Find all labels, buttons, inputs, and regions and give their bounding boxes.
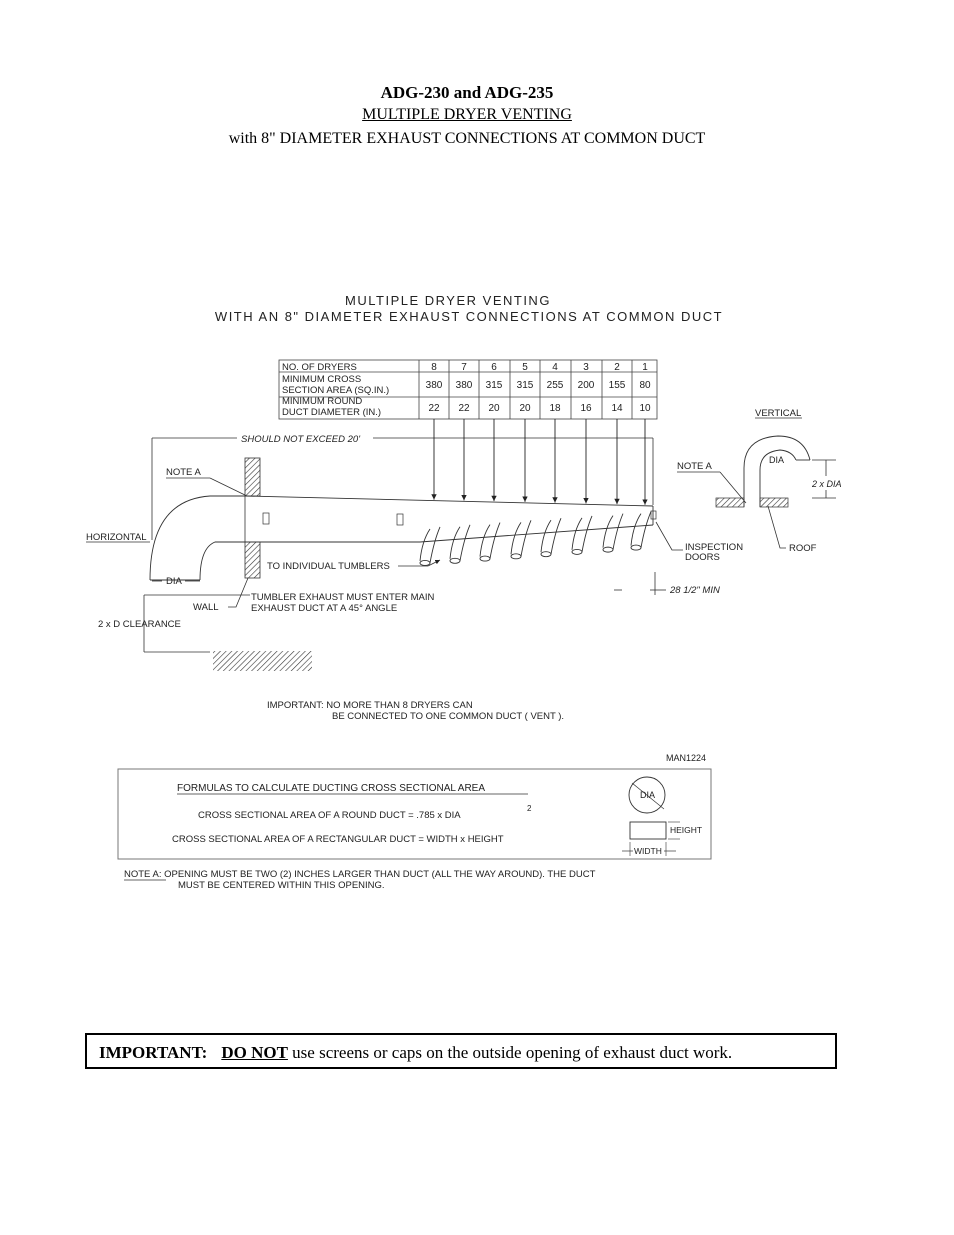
table-cell-dryers: 2	[614, 362, 620, 373]
diagram-title-1: MULTIPLE DRYER VENTING	[345, 293, 551, 308]
clearance-label: 2 x D CLEARANCE	[98, 619, 181, 630]
tumbler-branch	[420, 527, 440, 563]
formula-rectangular: CROSS SECTIONAL AREA OF A RECTANGULAR DUCT = WIDTH x HEIGHT	[172, 834, 504, 845]
table-cell-area: 315	[516, 380, 534, 391]
table-cell-dryers: 8	[431, 362, 437, 373]
row-label-dia-2: DUCT DIAMETER (IN.)	[282, 407, 382, 418]
note-a-right: NOTE A	[677, 461, 712, 472]
row-label-dia-1: MINIMUM ROUND	[282, 396, 363, 407]
note-a-left: NOTE A	[166, 467, 201, 478]
tumbler-branch	[480, 523, 500, 559]
formulas-title: FORMULAS TO CALCULATE DUCTING CROSS SECTIONAL AREA	[177, 783, 486, 794]
two-dia-label: 2 x DIA	[812, 479, 842, 489]
inspection-label-2: DOORS	[685, 552, 720, 563]
vertical-stack	[744, 436, 810, 507]
important-text: use screens or caps on the outside opening of exhaust duct work.	[287, 1043, 733, 1062]
diagram-title-2: WITH AN 8" DIAMETER EXHAUST CONNECTIONS AT COMMON DUCT	[214, 309, 724, 324]
subtitle: MULTIPLE DRYER VENTING	[362, 106, 572, 123]
tumbler-branch-end	[631, 545, 641, 550]
tumbler-branch-end	[420, 560, 430, 565]
tumbler-branch	[572, 516, 592, 552]
table-cell-dryers: 3	[583, 362, 589, 373]
table-cell-diameter: 16	[580, 403, 592, 414]
tumbler-branch	[631, 512, 651, 548]
spacing-label: 28 1/2" MIN	[670, 585, 720, 596]
table-cell-diameter: 20	[488, 403, 500, 414]
tumbler-branch-end	[572, 549, 582, 554]
tumbler-branch-end	[541, 552, 551, 557]
model-title: ADG-230 and ADG-235	[380, 83, 554, 102]
tumbler-exhaust-1: TUMBLER EXHAUST MUST ENTER MAIN	[251, 592, 435, 603]
ground-hatch	[213, 651, 312, 671]
wall-upper	[245, 458, 260, 496]
tumbler-branch	[603, 514, 623, 550]
important-note-1: IMPORTANT: NO MORE THAN 8 DRYERS CAN	[267, 700, 473, 711]
table-cell-dryers: 4	[552, 362, 558, 373]
row-label-dryers: NO. OF DRYERS	[282, 362, 357, 373]
tumbler-exhaust-2: EXHAUST DUCT AT A 45° ANGLE	[251, 603, 398, 614]
note-a-text-2: MUST BE CENTERED WITHIN THIS OPENING.	[178, 880, 385, 891]
rect-width-label: WIDTH	[634, 846, 662, 856]
table-cell-diameter: 18	[549, 403, 561, 414]
table-cell-diameter: 22	[428, 403, 440, 414]
table-cell-diameter: 22	[458, 403, 470, 414]
wall-label: WALL	[193, 602, 219, 613]
table-cell-dryers: 5	[522, 362, 528, 373]
main-duct	[150, 496, 653, 580]
rect-height-label: HEIGHT	[670, 825, 703, 835]
inspection-label-1: INSPECTION	[685, 542, 744, 553]
table-cell-area: 200	[577, 380, 595, 391]
tumbler-branch-end	[480, 556, 490, 561]
important-note-2: BE CONNECTED TO ONE COMMON DUCT ( VENT ).	[332, 711, 565, 722]
table-cell-diameter: 10	[639, 403, 651, 414]
roof-label: ROOF	[789, 543, 817, 554]
round-duct-dia: DIA	[640, 790, 656, 800]
table-cell-area: 80	[639, 380, 651, 391]
tumbler-branch	[511, 520, 531, 556]
dia-left-label: DIA	[166, 576, 182, 587]
subtitle-line: with 8" DIAMETER EXHAUST CONNECTIONS AT COMMON DUCT	[228, 130, 706, 147]
table-cell-area: 380	[425, 380, 443, 391]
formula-superscript: 2	[527, 804, 532, 813]
formula-round: CROSS SECTIONAL AREA OF A ROUND DUCT = .785 x DIA	[198, 810, 461, 821]
row-label-area-2: SECTION AREA (SQ.IN.)	[282, 385, 390, 396]
table-cell-dryers: 7	[461, 362, 467, 373]
tumbler-branch-end	[450, 558, 460, 563]
tumbler-branch	[541, 518, 561, 554]
important-label: IMPORTANT:	[99, 1043, 208, 1062]
table-cell-area: 380	[455, 380, 473, 391]
dia-right-label: DIA	[769, 455, 785, 465]
drawing-number: MAN1224	[666, 753, 707, 763]
table-cell-dryers: 1	[642, 362, 648, 373]
tumbler-branch	[450, 525, 470, 561]
table-cell-area: 315	[485, 380, 503, 391]
vertical-label: VERTICAL	[755, 408, 802, 419]
row-label-area-1: MINIMUM CROSS	[282, 374, 362, 385]
important-box	[85, 1033, 837, 1069]
tumbler-branch-end	[511, 554, 521, 559]
table-cell-area: 255	[546, 380, 564, 391]
note-a-text-1: NOTE A: OPENING MUST BE TWO (2) INCHES LARGER THAN DUCT (ALL THE WAY AROUND). THE DUCT	[124, 869, 596, 880]
horizontal-label: HORIZONTAL	[86, 532, 147, 543]
table-cell-dryers: 6	[491, 362, 497, 373]
max-length-label: SHOULD NOT EXCEED 20'	[241, 434, 361, 445]
table-cell-diameter: 14	[611, 403, 623, 414]
tumbler-branch-end	[603, 547, 613, 552]
table-cell-area: 155	[608, 380, 626, 391]
to-tumblers-label: TO INDIVIDUAL TUMBLERS	[267, 561, 390, 572]
do-not-emphasis: DO NOT	[221, 1043, 288, 1062]
wall-lower	[245, 542, 260, 578]
rect-duct-icon	[630, 822, 666, 839]
table-cell-diameter: 20	[519, 403, 531, 414]
